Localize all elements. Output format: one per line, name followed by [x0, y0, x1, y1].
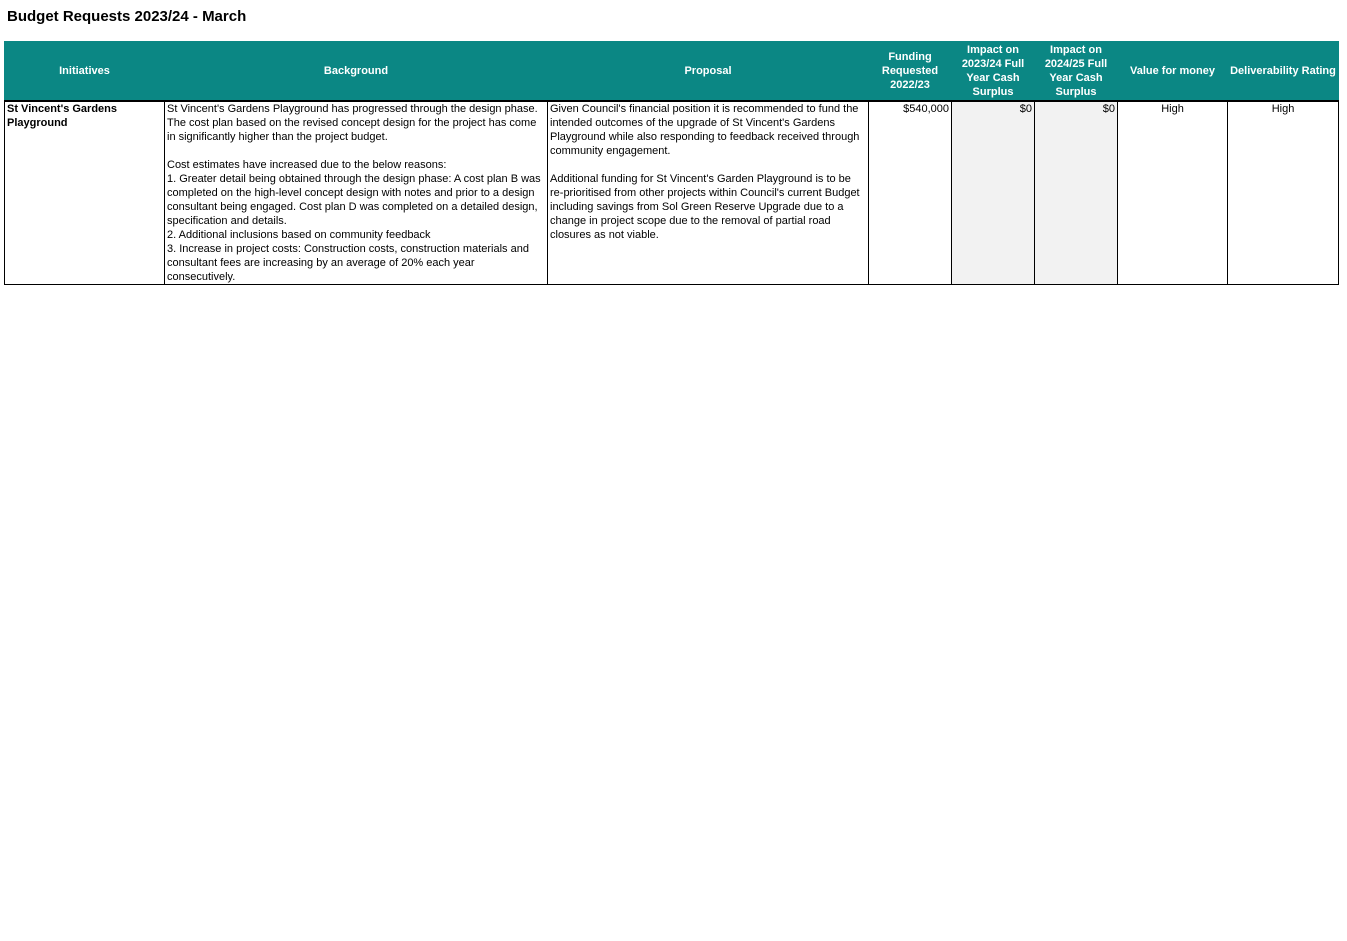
header-proposal: Proposal: [548, 42, 869, 102]
header-funding-requested: Funding Requested 2022/23: [869, 42, 952, 102]
proposal-cell: [548, 101, 869, 285]
background-paragraph: 3. Increase in project costs: Construction costs, construction materials and consultant fees are increasing by an average of 20% each year consecutively.: [167, 243, 529, 283]
table-row: [5, 101, 1339, 285]
impact-2024-25-cell: $0: [1035, 101, 1118, 285]
header-impact-2023-24: Impact on 2023/24 Full Year Cash Surplus: [952, 42, 1035, 102]
budget-requests-table: [4, 41, 1339, 285]
initiative-cell: St Vincent's Gardens Playground: [5, 101, 165, 285]
background-paragraph: 2. Additional inclusions based on community feedback: [167, 229, 431, 241]
header-value-for-money: Value for money: [1118, 42, 1228, 102]
header-initiatives: Initiatives: [5, 42, 165, 102]
background-cell: [165, 101, 548, 285]
value-for-money-cell: High: [1118, 101, 1228, 285]
proposal-paragraph: Additional funding for St Vincent's Garden Playground is to be re-prioritised from other projects within Council's current Budget including savings from Sol Green Reserve Upgrade due to a change in project scope due to the removal of partial road closures as not viable.: [550, 173, 860, 241]
header-impact-2024-25: Impact on 2024/25 Full Year Cash Surplus: [1035, 42, 1118, 102]
impact-2023-24-cell: $0: [952, 101, 1035, 285]
proposal-paragraph: Given Council's financial position it is recommended to fund the intended outcomes of the upgrade of St Vincent's Gardens Playground while also responding to feedback received through community engagement.: [550, 103, 860, 157]
funding-requested-cell: $540,000: [869, 101, 952, 285]
deliverability-rating-cell: High: [1228, 101, 1339, 285]
background-paragraph: 1. Greater detail being obtained through the design phase: A cost plan B was completed on the high-level concept design with notes and prior to a design consultant being engaged. Cost plan D was completed on a detailed design, specification and details.: [167, 173, 541, 227]
background-paragraph: St Vincent's Gardens Playground has progressed through the design phase. The cost plan based on the revised concept design for the project has come in significantly higher than the project budget.: [167, 103, 538, 143]
background-paragraph: Cost estimates have increased due to the below reasons:: [167, 159, 447, 171]
header-deliverability-rating: Deliverability Rating: [1228, 42, 1339, 102]
header-background: Background: [165, 42, 548, 102]
table-header-row: [5, 42, 1339, 102]
page-title: Budget Requests 2023/24 - March: [7, 8, 247, 25]
